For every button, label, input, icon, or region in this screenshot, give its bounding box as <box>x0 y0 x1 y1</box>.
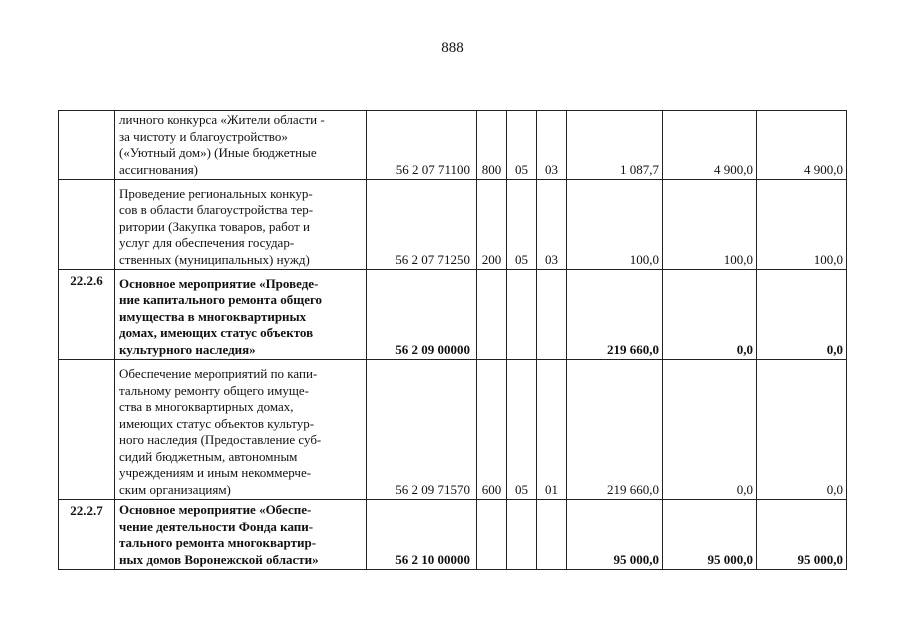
expense-type-cell: 200 <box>477 180 507 270</box>
item-number-cell <box>59 180 115 270</box>
amount-year-3-cell: 95 000,0 <box>757 500 847 570</box>
table-row <box>59 111 847 180</box>
expense-type-cell <box>477 270 507 360</box>
target-article-code-cell: 56 2 10 00000 <box>367 500 477 570</box>
expense-type-cell <box>477 500 507 570</box>
amount-year-1-cell: 95 000,0 <box>567 500 663 570</box>
target-article-code-cell: 56 2 07 71250 <box>367 180 477 270</box>
target-article-code-cell: 56 2 09 71570 <box>367 360 477 500</box>
table-row <box>59 500 847 570</box>
amount-year-2-cell: 100,0 <box>663 180 757 270</box>
description-line: ственных (муниципальных) нужд) <box>119 251 310 267</box>
page-number: 888 <box>441 40 464 56</box>
amount-year-2-cell: 0,0 <box>663 270 757 360</box>
description-line: ритории (Закупка товаров, работ и <box>119 218 310 234</box>
description-line: имеющих статус объектов культур- <box>119 415 315 431</box>
amount-year-2-cell: 95 000,0 <box>663 500 757 570</box>
target-article-code-cell: 56 2 09 00000 <box>367 270 477 360</box>
description-line: домах, имеющих статус объектов <box>119 325 314 340</box>
subsection-cell <box>537 270 567 360</box>
subsection-cell: 01 <box>537 360 567 500</box>
description-cell <box>115 180 367 270</box>
amount-year-3-cell: 4 900,0 <box>757 111 847 180</box>
amount-year-3-cell: 0,0 <box>757 270 847 360</box>
description-line: культурного наследия» <box>119 341 256 357</box>
table-row <box>59 270 847 360</box>
description-line: услуг для обеспечения государ- <box>119 235 295 250</box>
description-cell <box>115 360 367 500</box>
description-line: учреждениям и иным некоммерче- <box>119 465 312 480</box>
description-line: имущества в многоквартирных <box>119 308 307 324</box>
item-number-cell <box>59 111 115 180</box>
amount-year-2-cell: 0,0 <box>663 360 757 500</box>
description-line: Проведение региональных конкур- <box>119 185 313 201</box>
amount-year-3-cell: 0,0 <box>757 360 847 500</box>
amount-year-1-cell: 219 660,0 <box>567 270 663 360</box>
amount-year-1-cell: 100,0 <box>567 180 663 270</box>
amount-year-2-cell: 4 900,0 <box>663 111 757 180</box>
description-cell <box>115 111 367 180</box>
description-line: личного конкурса «Жители области - <box>119 112 325 127</box>
description-cell <box>115 270 367 360</box>
description-line: ассигнования) <box>119 161 199 177</box>
subsection-cell: 03 <box>537 180 567 270</box>
description-line: ных домов Воронежской области» <box>119 551 319 567</box>
description-line: тального ремонта многоквартир- <box>119 535 317 550</box>
description-line: ние капитального ремонта общего <box>119 292 323 307</box>
description-line: ного наследия (Предоставление суб- <box>119 432 322 447</box>
budget-table <box>58 110 847 570</box>
description-line: тальному ремонту общего имуще- <box>119 382 309 398</box>
subsection-cell <box>537 500 567 570</box>
item-number-cell: 22.2.7 <box>59 500 115 570</box>
target-article-code-cell: 56 2 07 71100 <box>367 111 477 180</box>
description-line: Обеспечение мероприятий по капи- <box>119 366 318 381</box>
description-line: Основное мероприятие «Проведе- <box>119 275 319 291</box>
expense-type-cell: 800 <box>477 111 507 180</box>
amount-year-3-cell: 100,0 <box>757 180 847 270</box>
section-cell: 05 <box>507 111 537 180</box>
description-line: («Уютный дом») (Иные бюджетные <box>119 145 317 160</box>
section-cell <box>507 270 537 360</box>
table-row <box>59 180 847 270</box>
description-line: чение деятельности Фонда капи- <box>119 518 314 534</box>
description-line: сов в области благоустройства тер- <box>119 202 314 217</box>
section-cell <box>507 500 537 570</box>
section-cell: 05 <box>507 180 537 270</box>
description-line: сидий бюджетным, автономным <box>119 448 298 464</box>
item-number-cell: 22.2.6 <box>59 270 115 360</box>
description-line: за чистоту и благоустройство» <box>119 128 288 144</box>
amount-year-1-cell: 1 087,7 <box>567 111 663 180</box>
description-line: ства в многоквартирных домах, <box>119 399 294 414</box>
table-row <box>59 360 847 500</box>
subsection-cell: 03 <box>537 111 567 180</box>
expense-type-cell: 600 <box>477 360 507 500</box>
amount-year-1-cell: 219 660,0 <box>567 360 663 500</box>
description-line: ским организациям) <box>119 481 231 497</box>
table-body <box>59 111 847 570</box>
section-cell: 05 <box>507 360 537 500</box>
item-number-cell <box>59 360 115 500</box>
description-cell <box>115 500 367 570</box>
description-line: Основное мероприятие «Обеспе- <box>119 502 312 517</box>
